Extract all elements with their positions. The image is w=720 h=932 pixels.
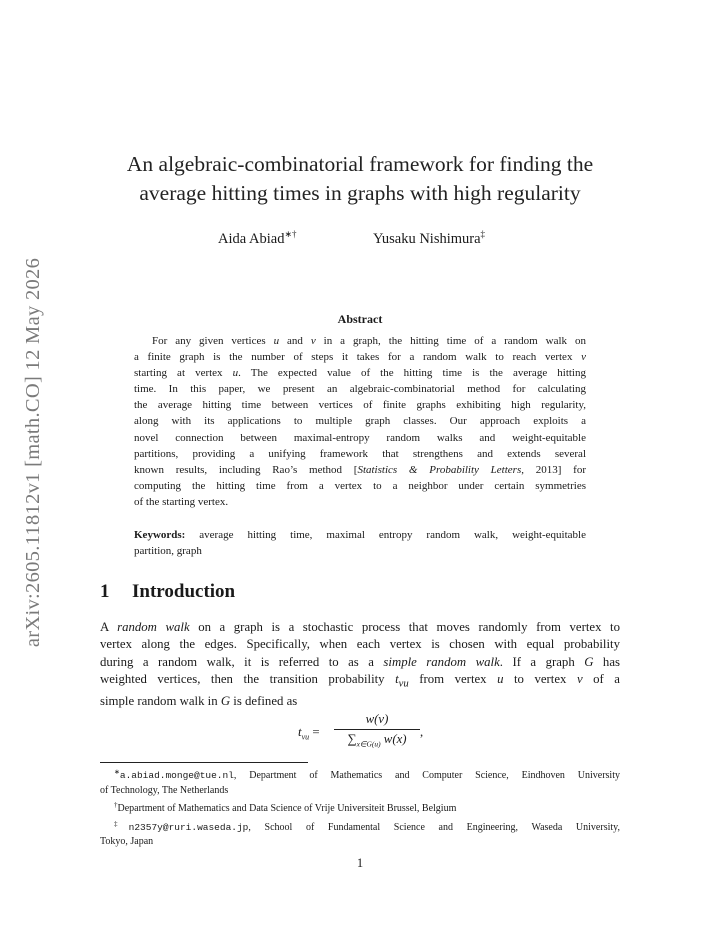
abstract-body (134, 333, 586, 510)
abstract-line: starting at vertex u. The expected value of the hitting time is the average hitting (134, 367, 586, 380)
section-title: Introduction (132, 581, 236, 602)
introduction-paragraph (100, 619, 620, 711)
abstract-line: time. In this paper, we present an algebraic-combinatorial method for calculating (134, 383, 586, 396)
author-2-marks: ‡ (480, 229, 486, 239)
footnote-email-link[interactable]: n2357y@ruri.waseda.jp (128, 821, 249, 833)
equation-fraction (334, 712, 420, 749)
paragraph-line: vertex along the edges. Specifically, when each vertex is chosen with equal probability (100, 637, 620, 652)
equation-comma: , (420, 725, 424, 739)
footnote-email-link[interactable]: a.abiad.monge@tue.nl (119, 770, 234, 781)
footnote-rule (100, 762, 308, 763)
footnote-2: †Department of Mathematics and Data Science of Vrije Universiteit Brussel, Belgium (114, 801, 457, 814)
abstract-line: of the starting vertex. (134, 495, 229, 508)
abstract-line: known results, including Rao’s method [Statistics & Probability Letters, 2013] for (134, 463, 586, 476)
author-2-name: Yusaku Nishimura (373, 231, 481, 247)
section-heading (100, 581, 235, 603)
footnote-1: ∗a.abiad.monge@tue.nl, Department of Mathematics and Computer Science, Eindhoven University (114, 768, 620, 781)
keywords-block (134, 527, 586, 559)
keywords-line: partition, graph (134, 545, 202, 558)
abstract-line: a finite graph is the number of steps it takes for a random walk to reach vertex v (134, 351, 586, 364)
footnote-3-continued: Tokyo, Japan (100, 836, 154, 847)
keywords-label: Keywords: (134, 529, 186, 541)
author-1-marks: ∗† (284, 229, 297, 239)
arxiv-identifier-stamp (22, 242, 46, 662)
abstract-line: the average hitting time between vertices of finite graphs exhibiting high regularity, (134, 399, 586, 412)
paragraph-line: simple random walk in G is defined as (100, 694, 298, 709)
keywords-line: Keywords: average hitting time, maximal entropy random walk, weight-equitable (134, 529, 586, 541)
footnote-3: ‡n2357y@ruri.waseda.jp, School of Fundamental Science and Engineering, Waseda University, (114, 819, 620, 833)
paragraph-line: during a random walk, it is referred to as a simple random walk. If a graph G has (100, 654, 620, 669)
equation-numerator: w(v) (365, 712, 389, 726)
paragraph-line: A random walk on a graph is a stochastic process that moves randomly from vertex to (100, 620, 620, 634)
abstract-line: partitions, providing a unifying framework that strengthens and extends several (134, 447, 586, 460)
transition-probability-equation (0, 712, 720, 756)
abstract-line: For any given vertices u and v in a graph, the hitting time of a random walk on (152, 335, 586, 347)
page-number: 1 (356, 856, 364, 870)
equation-lhs: $t_{vu}$ = (298, 725, 320, 742)
abstract-line: along with its applications to multiple graph classes. Our approach exploits a (134, 415, 586, 428)
paragraph-line: weighted vertices, then the transition probability $t_{vu}$ from vertex u to vertex v of a (100, 672, 620, 690)
paper-title-line-2: average hitting times in graphs with high regularity (139, 181, 581, 205)
abstract-heading: Abstract (337, 312, 383, 326)
author-list (0, 229, 720, 249)
abstract-line: novel connection between maximal-entropy random walks and weight-equitable (134, 431, 586, 444)
equation-denominator: $\sum_{x\in G(u)}$ w(x) (347, 732, 407, 749)
author-1 (218, 229, 297, 248)
footnotes (100, 765, 620, 850)
section-number: 1 (100, 581, 110, 602)
paper-title-line-1: An algebraic-combinatorial framework for finding the (126, 152, 594, 176)
author-1-name: Aida Abiad (218, 231, 285, 247)
paper-title (80, 150, 640, 208)
arxiv-identifier-text: arXiv:2605.11812v1 [math.CO] 12 May 2026 (22, 257, 45, 647)
author-2 (373, 229, 485, 248)
abstract-line: computing the hitting time from a vertex to a neighbor under certain symmetries (134, 479, 586, 492)
footnote-1-continued: of Technology, The Netherlands (100, 784, 229, 796)
